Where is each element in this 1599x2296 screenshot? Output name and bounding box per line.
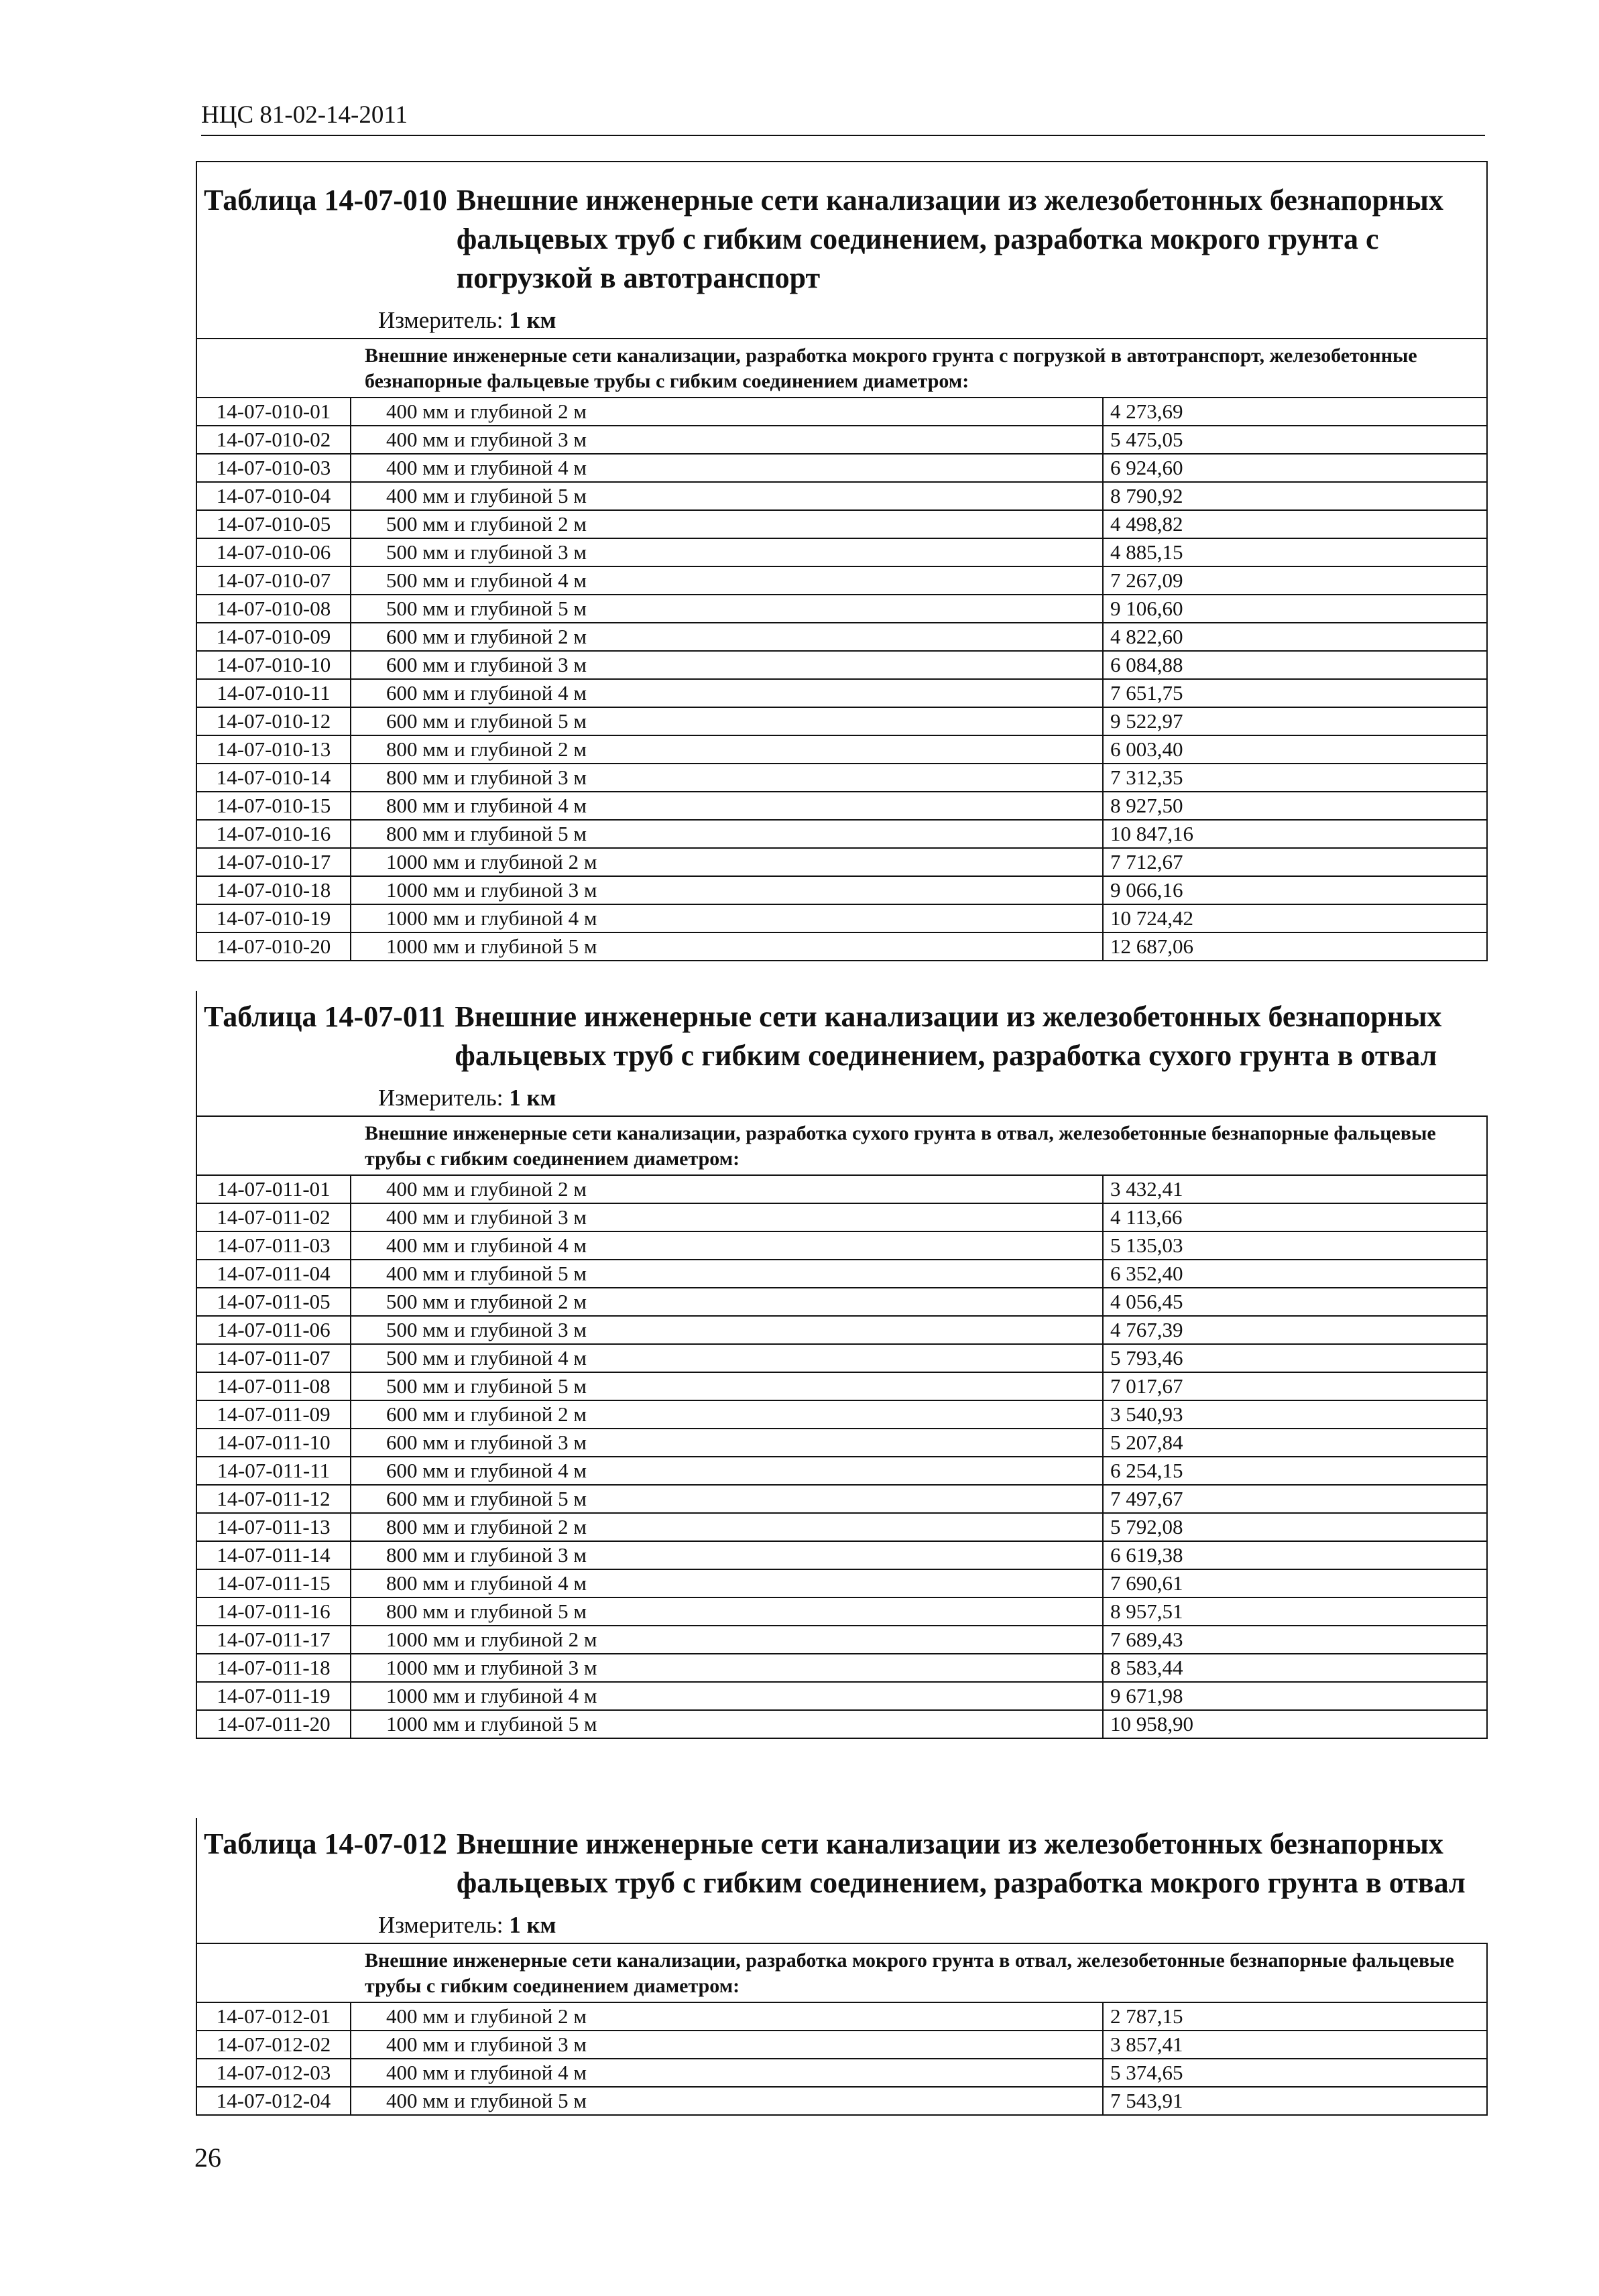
table-row (196, 454, 1487, 482)
row-code: 14-07-011-16 (196, 1597, 351, 1626)
row-description: 500 мм и глубиной 4 м (351, 1344, 1103, 1372)
row-price: 8 583,44 (1103, 1654, 1487, 1682)
row-description: 600 мм и глубиной 5 м (351, 1485, 1103, 1513)
row-price: 7 497,67 (1103, 1485, 1487, 1513)
row-price: 9 671,98 (1103, 1682, 1487, 1710)
row-description: 400 мм и глубиной 2 м (351, 398, 1103, 426)
row-price: 5 792,08 (1103, 1513, 1487, 1541)
row-price: 7 543,91 (1103, 2087, 1487, 2115)
table-row (196, 1288, 1487, 1316)
row-description: 400 мм и глубиной 3 м (351, 2031, 1103, 2059)
row-code: 14-07-011-10 (196, 1429, 351, 1457)
row-code: 14-07-011-02 (196, 1203, 351, 1231)
row-code: 14-07-011-03 (196, 1231, 351, 1260)
row-price: 4 113,66 (1103, 1203, 1487, 1231)
table-title-text: Внешние инженерные сети канализации из железобетонных безнапорных фальцевых труб с гибким соединением, разработка мокрого грунта с погрузкой в автотранспорт (456, 184, 1443, 294)
row-code: 14-07-010-19 (196, 904, 351, 932)
row-code: 14-07-012-02 (196, 2031, 351, 2059)
row-code: 14-07-011-09 (196, 1400, 351, 1429)
row-description: 800 мм и глубиной 3 м (351, 764, 1103, 792)
unit-row (204, 307, 1480, 334)
row-price: 3 857,41 (1103, 2031, 1487, 2059)
table-title (204, 998, 1481, 1075)
table-row (196, 2087, 1487, 2115)
table-row (196, 1260, 1487, 1288)
row-description: 500 мм и глубиной 2 м (351, 510, 1103, 538)
row-description: 600 мм и глубиной 5 м (351, 707, 1103, 735)
row-price: 7 267,09 (1103, 566, 1487, 595)
row-code: 14-07-011-11 (196, 1457, 351, 1485)
row-description: 500 мм и глубиной 3 м (351, 538, 1103, 566)
table-title-box (196, 1818, 1488, 1943)
row-price: 9 106,60 (1103, 595, 1487, 623)
row-price: 4 822,60 (1103, 623, 1487, 651)
row-code: 14-07-010-04 (196, 482, 351, 510)
row-price: 7 312,35 (1103, 764, 1487, 792)
price-table-010 (196, 161, 1488, 961)
row-price: 6 924,60 (1103, 454, 1487, 482)
row-code: 14-07-011-08 (196, 1372, 351, 1400)
table-row (196, 1203, 1487, 1231)
row-description: 400 мм и глубиной 4 м (351, 1231, 1103, 1260)
table-row (196, 623, 1487, 651)
table-title-text: Внешние инженерные сети канализации из железобетонных безнапорных фальцевых труб с гибким соединением, разработка сухого грунта в отвал (455, 1000, 1442, 1072)
row-description: 400 мм и глубиной 5 м (351, 1260, 1103, 1288)
row-price: 10 847,16 (1103, 820, 1487, 848)
price-table-011 (196, 991, 1488, 1739)
unit-label: Измеритель: (378, 307, 504, 333)
row-price: 7 689,43 (1103, 1626, 1487, 1654)
row-code: 14-07-010-05 (196, 510, 351, 538)
table-row (196, 1569, 1487, 1597)
table-row (196, 1626, 1487, 1654)
row-code: 14-07-010-13 (196, 735, 351, 764)
row-description: 1000 мм и глубиной 4 м (351, 1682, 1103, 1710)
row-code: 14-07-010-10 (196, 651, 351, 679)
table-row (196, 426, 1487, 454)
table-row (196, 2031, 1487, 2059)
row-price: 10 958,90 (1103, 1710, 1487, 1738)
row-code: 14-07-011-06 (196, 1316, 351, 1344)
row-description: 1000 мм и глубиной 4 м (351, 904, 1103, 932)
row-price: 3 540,93 (1103, 1400, 1487, 1429)
table-title-box (196, 161, 1488, 338)
row-description: 400 мм и глубиной 4 м (351, 2059, 1103, 2087)
table-row (196, 848, 1487, 876)
table-row (196, 482, 1487, 510)
row-description: 600 мм и глубиной 3 м (351, 1429, 1103, 1457)
row-code: 14-07-011-05 (196, 1288, 351, 1316)
table-header-row (196, 339, 1487, 398)
unit-row (204, 1912, 1481, 1939)
row-description: 400 мм и глубиной 3 м (351, 426, 1103, 454)
row-description: 600 мм и глубиной 3 м (351, 651, 1103, 679)
row-description: 1000 мм и глубиной 5 м (351, 1710, 1103, 1738)
table-title (204, 1825, 1481, 1902)
row-code: 14-07-010-06 (196, 538, 351, 566)
table-row (196, 932, 1487, 961)
row-code: 14-07-010-12 (196, 707, 351, 735)
row-description: 500 мм и глубиной 5 м (351, 1372, 1103, 1400)
table-row (196, 1654, 1487, 1682)
table-row (196, 764, 1487, 792)
row-code: 14-07-010-02 (196, 426, 351, 454)
unit-label: Измеритель: (378, 1912, 504, 1938)
row-price: 12 687,06 (1103, 932, 1487, 961)
table-row (196, 1400, 1487, 1429)
table-number: Таблица 14-07-011 (204, 1000, 446, 1033)
row-description: 400 мм и глубиной 5 м (351, 2087, 1103, 2115)
row-code: 14-07-012-04 (196, 2087, 351, 2115)
table-row (196, 904, 1487, 932)
table-row (196, 1429, 1487, 1457)
row-price: 5 135,03 (1103, 1231, 1487, 1260)
table-header-text: Внешние инженерные сети канализации, разработка сухого грунта в отвал, железобетонные безнапорные фальцевые трубы с гибким соединением диаметром: (196, 1116, 1487, 1175)
row-price: 4 885,15 (1103, 538, 1487, 566)
row-code: 14-07-010-03 (196, 454, 351, 482)
row-price: 3 432,41 (1103, 1175, 1487, 1203)
row-price: 5 374,65 (1103, 2059, 1487, 2087)
row-code: 14-07-012-03 (196, 2059, 351, 2087)
row-description: 600 мм и глубиной 2 м (351, 1400, 1103, 1429)
unit-value: 1 км (509, 1085, 556, 1111)
row-price: 7 651,75 (1103, 679, 1487, 707)
row-code: 14-07-012-01 (196, 2002, 351, 2031)
table-row (196, 1231, 1487, 1260)
row-description: 400 мм и глубиной 2 м (351, 1175, 1103, 1203)
table-header-row (196, 1116, 1487, 1175)
row-code: 14-07-011-01 (196, 1175, 351, 1203)
row-code: 14-07-010-18 (196, 876, 351, 904)
row-description: 500 мм и глубиной 5 м (351, 595, 1103, 623)
row-code: 14-07-011-14 (196, 1541, 351, 1569)
table-title (204, 181, 1480, 298)
page-header: НЦС 81-02-14-2011 (201, 101, 1485, 136)
row-code: 14-07-011-19 (196, 1682, 351, 1710)
row-code: 14-07-011-12 (196, 1485, 351, 1513)
table-row (196, 2002, 1487, 2031)
row-description: 1000 мм и глубиной 2 м (351, 848, 1103, 876)
row-description: 1000 мм и глубиной 3 м (351, 876, 1103, 904)
row-price: 9 066,16 (1103, 876, 1487, 904)
row-description: 1000 мм и глубиной 2 м (351, 1626, 1103, 1654)
row-price: 4 273,69 (1103, 398, 1487, 426)
row-price: 7 712,67 (1103, 848, 1487, 876)
table-row (196, 398, 1487, 426)
table-row (196, 1457, 1487, 1485)
row-price: 2 787,15 (1103, 2002, 1487, 2031)
row-description: 500 мм и глубиной 3 м (351, 1316, 1103, 1344)
row-description: 1000 мм и глубиной 5 м (351, 932, 1103, 961)
row-code: 14-07-010-08 (196, 595, 351, 623)
row-code: 14-07-011-07 (196, 1344, 351, 1372)
table-header-text: Внешние инженерные сети канализации, разработка мокрого грунта с погрузкой в автотранспорт, железобетонные безнапорные фальцевые трубы с гибким соединением диаметром: (196, 339, 1487, 398)
table-row (196, 1344, 1487, 1372)
row-description: 800 мм и глубиной 2 м (351, 735, 1103, 764)
row-description: 400 мм и глубиной 4 м (351, 454, 1103, 482)
table-number: Таблица 14-07-012 (204, 1827, 447, 1860)
row-code: 14-07-011-17 (196, 1626, 351, 1654)
row-price: 5 793,46 (1103, 1344, 1487, 1372)
row-code: 14-07-010-20 (196, 932, 351, 961)
row-description: 800 мм и глубиной 5 м (351, 1597, 1103, 1626)
row-description: 600 мм и глубиной 4 м (351, 679, 1103, 707)
table-row (196, 1485, 1487, 1513)
table-row (196, 679, 1487, 707)
table-row (196, 1541, 1487, 1569)
row-description: 800 мм и глубиной 5 м (351, 820, 1103, 848)
table-row (196, 595, 1487, 623)
row-price: 4 767,39 (1103, 1316, 1487, 1344)
row-description: 400 мм и глубиной 2 м (351, 2002, 1103, 2031)
row-price: 6 084,88 (1103, 651, 1487, 679)
row-description: 400 мм и глубиной 5 м (351, 482, 1103, 510)
table-header-text: Внешние инженерные сети канализации, разработка мокрого грунта в отвал, железобетонные безнапорные фальцевые трубы с гибким соединением диаметром: (196, 1943, 1487, 2002)
row-code: 14-07-011-15 (196, 1569, 351, 1597)
row-code: 14-07-010-15 (196, 792, 351, 820)
table-row (196, 651, 1487, 679)
row-price: 7 017,67 (1103, 1372, 1487, 1400)
table-header-row (196, 1943, 1487, 2002)
price-table-012 (196, 1818, 1488, 2116)
row-description: 800 мм и глубиной 4 м (351, 792, 1103, 820)
table-number: Таблица 14-07-010 (204, 184, 447, 217)
table-row (196, 538, 1487, 566)
table-row (196, 792, 1487, 820)
price-table (196, 338, 1488, 961)
row-description: 500 мм и глубиной 2 м (351, 1288, 1103, 1316)
table-row (196, 1513, 1487, 1541)
table-row (196, 876, 1487, 904)
row-code: 14-07-010-17 (196, 848, 351, 876)
row-code: 14-07-011-20 (196, 1710, 351, 1738)
page-number: 26 (194, 2142, 221, 2173)
row-price: 6 254,15 (1103, 1457, 1487, 1485)
row-description: 400 мм и глубиной 3 м (351, 1203, 1103, 1231)
row-code: 14-07-010-01 (196, 398, 351, 426)
unit-value: 1 км (509, 307, 556, 333)
row-description: 500 мм и глубиной 4 м (351, 566, 1103, 595)
table-title-text: Внешние инженерные сети канализации из железобетонных безнапорных фальцевых труб с гибким соединением, разработка мокрого грунта в отвал (456, 1827, 1466, 1899)
unit-label: Измеритель: (378, 1085, 504, 1111)
row-code: 14-07-010-16 (196, 820, 351, 848)
price-table (196, 1115, 1488, 1739)
row-description: 800 мм и глубиной 2 м (351, 1513, 1103, 1541)
row-price: 6 003,40 (1103, 735, 1487, 764)
row-price: 8 790,92 (1103, 482, 1487, 510)
row-code: 14-07-010-07 (196, 566, 351, 595)
row-code: 14-07-010-14 (196, 764, 351, 792)
table-row (196, 1372, 1487, 1400)
row-price: 6 352,40 (1103, 1260, 1487, 1288)
row-code: 14-07-010-11 (196, 679, 351, 707)
row-price: 8 957,51 (1103, 1597, 1487, 1626)
row-price: 8 927,50 (1103, 792, 1487, 820)
table-row (196, 2059, 1487, 2087)
table-row (196, 1682, 1487, 1710)
unit-value: 1 км (509, 1912, 556, 1938)
row-description: 800 мм и глубиной 4 м (351, 1569, 1103, 1597)
table-row (196, 820, 1487, 848)
table-row (196, 707, 1487, 735)
row-code: 14-07-010-09 (196, 623, 351, 651)
row-price: 5 207,84 (1103, 1429, 1487, 1457)
row-description: 600 мм и глубиной 2 м (351, 623, 1103, 651)
table-title-box (196, 991, 1488, 1115)
row-price: 5 475,05 (1103, 426, 1487, 454)
table-row (196, 1710, 1487, 1738)
row-description: 600 мм и глубиной 4 м (351, 1457, 1103, 1485)
table-row (196, 1316, 1487, 1344)
row-price: 7 690,61 (1103, 1569, 1487, 1597)
unit-row (204, 1085, 1481, 1111)
row-price: 9 522,97 (1103, 707, 1487, 735)
table-row (196, 510, 1487, 538)
row-description: 800 мм и глубиной 3 м (351, 1541, 1103, 1569)
row-price: 6 619,38 (1103, 1541, 1487, 1569)
row-code: 14-07-011-04 (196, 1260, 351, 1288)
table-row (196, 1175, 1487, 1203)
row-price: 10 724,42 (1103, 904, 1487, 932)
row-description: 1000 мм и глубиной 3 м (351, 1654, 1103, 1682)
row-price: 4 056,45 (1103, 1288, 1487, 1316)
row-price: 4 498,82 (1103, 510, 1487, 538)
table-row (196, 1597, 1487, 1626)
price-table (196, 1943, 1488, 2116)
table-row (196, 735, 1487, 764)
row-code: 14-07-011-18 (196, 1654, 351, 1682)
table-row (196, 566, 1487, 595)
row-code: 14-07-011-13 (196, 1513, 351, 1541)
